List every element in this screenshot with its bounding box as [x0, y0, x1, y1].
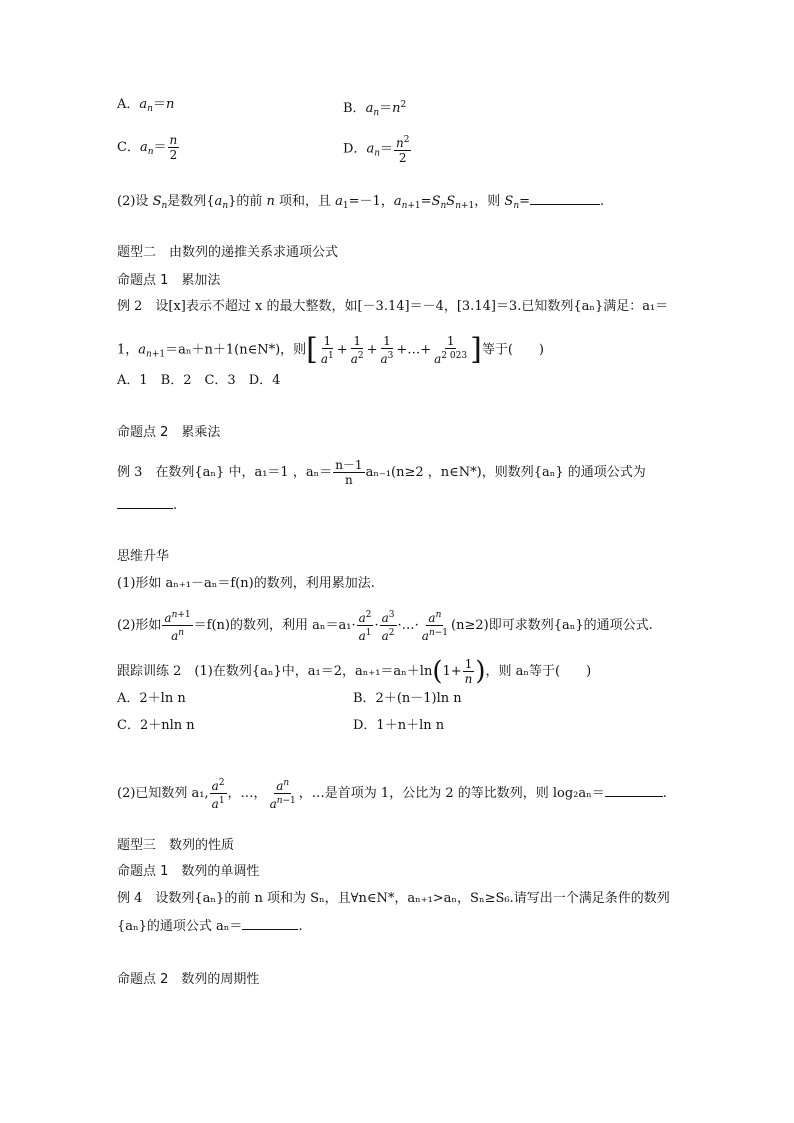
q2-text: }的前 — [228, 194, 267, 209]
example-end: . — [173, 498, 178, 513]
example-3 — [117, 458, 646, 487]
section-title: 题型二 由数列的递推关系求通项公式 — [117, 245, 339, 260]
training-text: ，则 aₙ等于( ) — [485, 664, 592, 679]
option-label: C． — [117, 140, 140, 155]
summary-text: (n≥2)即可求数列{aₙ}的通项公式. — [451, 618, 653, 633]
example-text: {aₙ}的通项公式 aₙ＝ — [117, 919, 243, 934]
option-c: C．$a_n=$ $\frac{n}{2}$ — [117, 133, 178, 162]
fraction-numerator: n－1 — [335, 458, 363, 472]
example-4-line1: 例 4 设数列{aₙ}的前 n 项和为 Sₙ，且∀n∈N*，aₙ₊₁>aₙ，Sₙ≥S₆.请写出一个满足条件的数列 — [117, 891, 670, 906]
answer-blank[interactable] — [117, 496, 173, 509]
answer-blank[interactable] — [530, 192, 600, 205]
training-text: ，…是首项为 1，公比为 2 的等比数列，则 log₂aₙ＝ — [298, 786, 605, 801]
option-label: D． — [343, 141, 367, 157]
training-2-q1: 跟踪训练 2 (1)在数列{aₙ}中，a₁＝2，aₙ₊₁＝aₙ＋ln(1+ $\frac{1}{n}$ )，则 aₙ等于( ) — [117, 656, 592, 687]
summary-text: (2)形如 — [117, 618, 162, 633]
subsection-title: 命题点 1 数列的单调性 — [117, 864, 260, 879]
summary-title: 思维升华 — [117, 549, 170, 564]
subsection-title: 命题点 2 累乘法 — [117, 425, 221, 440]
example-text: ＝aₙ＋n＋1(n∈N*)，则 — [165, 342, 307, 358]
training-option-a: A．2＋ln n — [117, 691, 186, 706]
example-text: 设[x]表示不超过 x 的最大整数，如[－3.14]＝－4，[3.14]＝3.已知数列{aₙ}满足：a₁＝ — [142, 299, 669, 314]
q2-text: 是数列{ — [167, 194, 215, 209]
option-d: D．$a_n=$ $\frac{n^2}{2}$ — [343, 135, 410, 165]
option-a: A．$a_n=n$ — [117, 97, 175, 114]
question-2: (2)设 $S_n$是数列$\{a_n\}$的前 n 项和，且 $a_1=-1$，$a_{n+1}=S_nS_{n+1}$，则 $S_n=$ . — [117, 194, 605, 211]
summary-item-2: (2)形如 $\frac{a^{n+1}}{a^n}$ ＝f(n)的数列，利用 aₙ＝a₁· $\frac{a^2}{a^1}$ · $\frac{a^3}{a^2}$ ·…· $\frac{a^n}{a^{n-1}}$ (n≥2)即可求数列{aₙ}的通项公式. — [117, 610, 653, 643]
example-4-line2 — [117, 917, 303, 936]
summary-item-1: (1)形如 aₙ₊₁－aₙ＝f(n)的数列，利用累加法. — [117, 576, 375, 591]
example-label: 例 2 — [117, 299, 143, 314]
q2-text: ，则 — [474, 194, 505, 209]
q2-text: =－1， — [348, 194, 394, 209]
q2-text: = — [420, 194, 432, 209]
training-text: ，…， — [227, 786, 267, 801]
example-end: . — [298, 919, 303, 934]
section-title: 题型三 数列的性质 — [117, 838, 235, 853]
option-label: A． — [117, 97, 140, 112]
training-text: (2)已知数列 a₁, — [117, 786, 209, 801]
training-text: 跟踪训练 2 (1)在数列{aₙ}中，a₁＝2，aₙ₊₁＝aₙ＋ln — [117, 664, 433, 679]
q2-text: 项和，且 — [274, 194, 336, 209]
answer-blank[interactable] — [605, 784, 663, 797]
example-text: 1， — [117, 342, 139, 358]
example-2-options: A．1 B．2 C．3 D．4 — [117, 373, 281, 388]
q2-text: = — [519, 194, 531, 209]
subsection-title: 命题点 1 累加法 — [117, 273, 221, 288]
fraction-denominator: n — [345, 473, 353, 487]
answer-blank[interactable] — [242, 917, 298, 930]
subsection-title: 命题点 2 数列的周期性 — [117, 972, 260, 987]
example-text: 在数列{aₙ} 中，a₁＝1 ，aₙ＝ — [142, 465, 333, 480]
q2-prefix: (2)设 — [117, 194, 153, 209]
example-text: aₙ₋₁(n≥2 ，n∈N*)，则数列{aₙ} 的通项公式为 — [365, 465, 646, 480]
example-3-answer — [117, 496, 177, 515]
example-label: 例 3 — [117, 465, 143, 480]
option-b: B．$a_n=n^2$ — [343, 100, 407, 118]
training-2-q2: (2)已知数列 a₁, $\frac{a^2}{a^1}$ ，…， $\frac{a^n}{a^{n-1}}$ ，…是首项为 1，公比为 2 的等比数列，则 log₂aₙ＝ . — [117, 778, 667, 811]
option-label: B． — [343, 101, 366, 116]
training-option-c: C．2＋nln n — [117, 718, 195, 733]
example-2-line1 — [117, 298, 668, 316]
training-option-b: B．2＋(n－1)ln n — [353, 691, 462, 706]
example-2-line2: 1，$a_{n+1}=a_n+n+1(n\in N*)$，则[ $\frac{1}{a^1}$ + $\frac{1}{a^2}$ + $\frac{1}{a^3}$ +…+ $\frac{1}{a^{2 023}}$ ]等于( ) — [117, 332, 544, 367]
training-end: . — [662, 786, 667, 801]
training-option-d: D．1＋n＋ln n — [353, 718, 445, 733]
q2-end: . — [600, 194, 605, 209]
example-text: 等于( ) — [481, 342, 544, 358]
summary-text: ＝f(n)的数列，利用 aₙ＝a₁· — [193, 618, 356, 633]
